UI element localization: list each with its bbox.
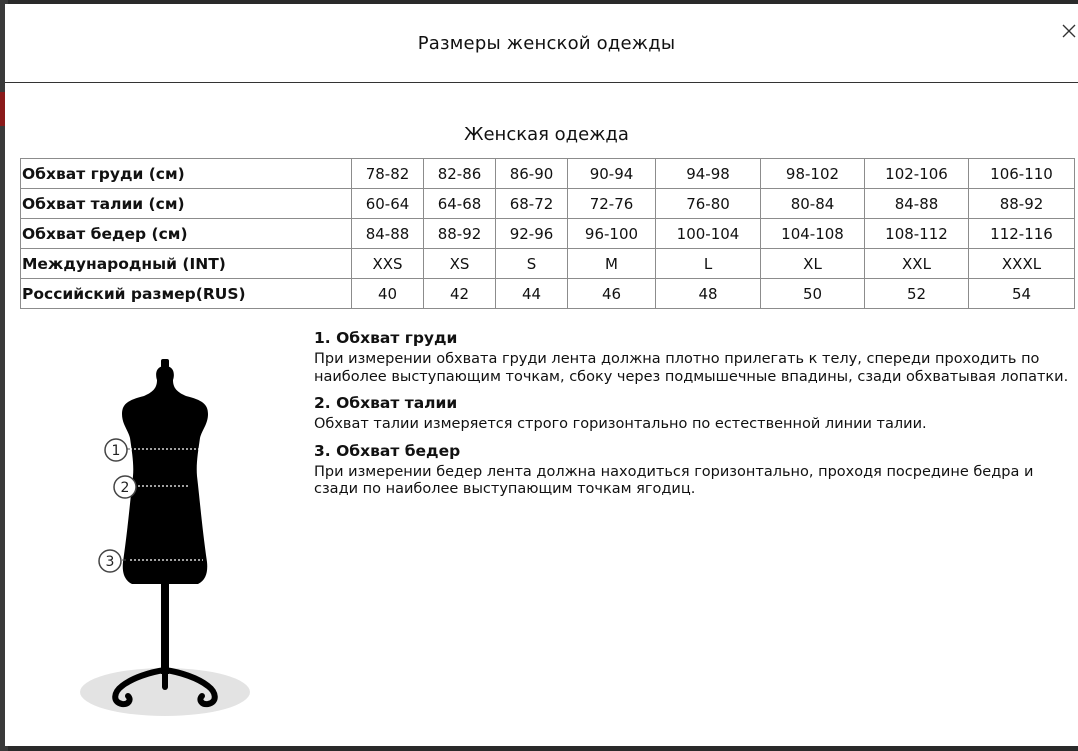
- modal-header: [5, 4, 1078, 83]
- table-cell: 64-68: [424, 189, 496, 219]
- table-cell: XXXL: [969, 249, 1075, 279]
- section-title: Женская одежда: [464, 124, 629, 145]
- table-cell: 104-108: [761, 219, 865, 249]
- measurement-text: При измерении обхвата груди лента должна плотно прилегать к телу, спереди проходить по наиболее выступающим точкам, сбоку через подмышечные впадины, сзади обхватывая лопатки.: [314, 351, 1069, 385]
- measurement-block: [314, 329, 1074, 386]
- measurement-block: [314, 394, 1074, 434]
- row-label: Обхват груди (см): [21, 159, 352, 189]
- modal-title: Размеры женской одежды: [417, 32, 676, 54]
- marker-label: 3: [105, 554, 115, 570]
- table-cell: 52: [865, 279, 969, 309]
- table-cell: L: [656, 249, 761, 279]
- measurement-heading: 3. Обхват бедер: [314, 441, 461, 460]
- table-row: [21, 189, 1075, 219]
- measurement-block: [314, 442, 1074, 499]
- table-cell: 84-88: [352, 219, 424, 249]
- table-cell: 42: [424, 279, 496, 309]
- marker-label: 2: [120, 480, 130, 496]
- table-cell: S: [496, 249, 568, 279]
- table-cell: M: [568, 249, 656, 279]
- table-cell: 96-100: [568, 219, 656, 249]
- table-cell: 108-112: [865, 219, 969, 249]
- close-button[interactable]: [1062, 24, 1078, 42]
- table-cell: 92-96: [496, 219, 568, 249]
- table-cell: XS: [424, 249, 496, 279]
- row-label: Российский размер(RUS): [21, 279, 352, 309]
- table-row: [21, 159, 1075, 189]
- table-cell: 90-94: [568, 159, 656, 189]
- close-icon[interactable]: [1062, 24, 1076, 38]
- table-cell: 88-92: [424, 219, 496, 249]
- row-label: Обхват талии (см): [21, 189, 352, 219]
- table-cell: 102-106: [865, 159, 969, 189]
- table-cell: 48: [656, 279, 761, 309]
- table-cell: 84-88: [865, 189, 969, 219]
- table-cell: 68-72: [496, 189, 568, 219]
- measurement-text: Обхват талии измеряется строго горизонтально по естественной линии талии.: [314, 416, 927, 432]
- table-cell: 72-76: [568, 189, 656, 219]
- table-cell: 76-80: [656, 189, 761, 219]
- measurement-heading: 2. Обхват талии: [314, 394, 458, 412]
- table-row: [21, 219, 1075, 249]
- table-cell: 98-102: [761, 159, 865, 189]
- table-cell: 46: [568, 279, 656, 309]
- table-cell: 40: [352, 279, 424, 309]
- table-cell: XXL: [865, 249, 969, 279]
- table-cell: 60-64: [352, 189, 424, 219]
- table-cell: 106-110: [969, 159, 1075, 189]
- mannequin-figure: [70, 352, 260, 722]
- table-cell: XXS: [352, 249, 424, 279]
- size-table: [20, 158, 1075, 309]
- marker-label: 1: [111, 443, 121, 459]
- row-label: Обхват бедер (см): [21, 219, 352, 249]
- table-row: [21, 279, 1075, 309]
- table-cell: XL: [761, 249, 865, 279]
- row-label: Международный (INT): [21, 249, 352, 279]
- mannequin-icon: [70, 352, 260, 722]
- table-cell: 54: [969, 279, 1075, 309]
- measurement-heading: 1. Обхват груди: [314, 329, 458, 347]
- table-cell: 82-86: [424, 159, 496, 189]
- table-cell: 78-82: [352, 159, 424, 189]
- size-chart-modal: [5, 4, 1078, 746]
- table-cell: 80-84: [761, 189, 865, 219]
- table-cell: 94-98: [656, 159, 761, 189]
- table-cell: 50: [761, 279, 865, 309]
- table-cell: 86-90: [496, 159, 568, 189]
- table-cell: 112-116: [969, 219, 1075, 249]
- measurement-text: При измерении бедер лента должна находиться горизонтально, проходя посредине бедра и сзади по наиболее выступающим точкам ягодиц.: [314, 463, 1034, 497]
- table-cell: 100-104: [656, 219, 761, 249]
- table-cell: 88-92: [969, 189, 1075, 219]
- table-row: [21, 249, 1075, 279]
- table-cell: 44: [496, 279, 568, 309]
- measurement-instructions: [314, 329, 1074, 507]
